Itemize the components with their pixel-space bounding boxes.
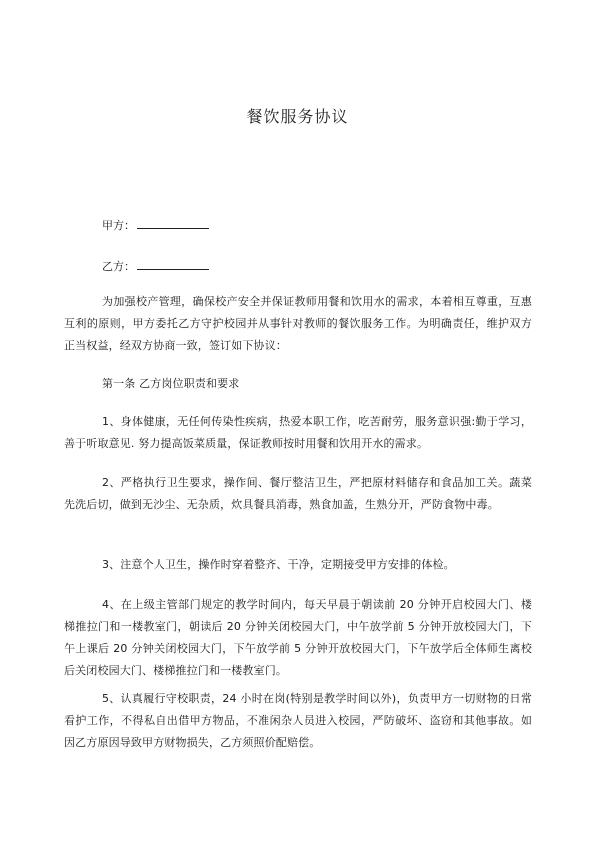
document-title: 餐饮服务协议 [246,107,349,126]
clause-4: 4、在上级主管部门规定的教学时间内，每天早晨于朝读前 20 分钟开启校园大门、楼梯推拉门和一楼教室门，朝读后 20 分钟关闭校园大门，中午放学前 5 分钟开放校园大门，下午上课后 20 分钟关闭校园大门，下午放学前 5 分钟开放校园大门，下午放学后全体师生离校后关闭校园大门、楼梯推拉门和一楼教室门。 [64,598,532,677]
clause-2: 2、严格执行卫生要求，操作间、餐厅整洁卫生，严把原材料储存和食品加工关。蔬菜先洗后切，做到无沙尘、无杂质，炊具餐具消毒，熟食加盖，生熟分开，严防食物中毒。 [64,476,532,511]
clause-5: 5、认真履行守校职责，24 小时在岗(特别是教学时间以外)，负责甲方一切财物的日常看护工作，不得私自出借甲方物品，不准闲杂人员进入校园，严防破坏、盗窃和其他事故。如因乙方原因导致甲方财物损失，乙方须照价配赔偿。 [64,692,532,749]
article-1-heading: 第一条 乙方岗位职责和要求 [102,377,240,390]
clause-3: 3、注意个人卫生，操作时穿着整齐、干净，定期接受甲方安排的体检。 [102,558,455,571]
party-a-line [102,218,209,233]
party-a-label: 甲方： [102,219,135,232]
party-a-blank [137,218,209,229]
party-b-line [102,259,209,274]
party-b-blank [137,259,209,270]
intro-paragraph: 为加强校产管理，确保校产安全并保证教师用餐和饮用水的需求，本着相互尊重，互惠互利的原则，甲方委托乙方守护校园并从事针对教师的餐饮服务工作。为明确责任，维护双方正当权益，经双方协商一致，签订如下协议： [64,295,532,352]
clause-1: 1、身体健康，无任何传染性疾病，热爱本职工作，吃苦耐劳，服务意识强:勤于学习，善于听取意见. 努力提高饭菜质量，保证教师按时用餐和饮用开水的需求。 [64,415,532,450]
party-b-label: 乙方： [102,260,135,273]
